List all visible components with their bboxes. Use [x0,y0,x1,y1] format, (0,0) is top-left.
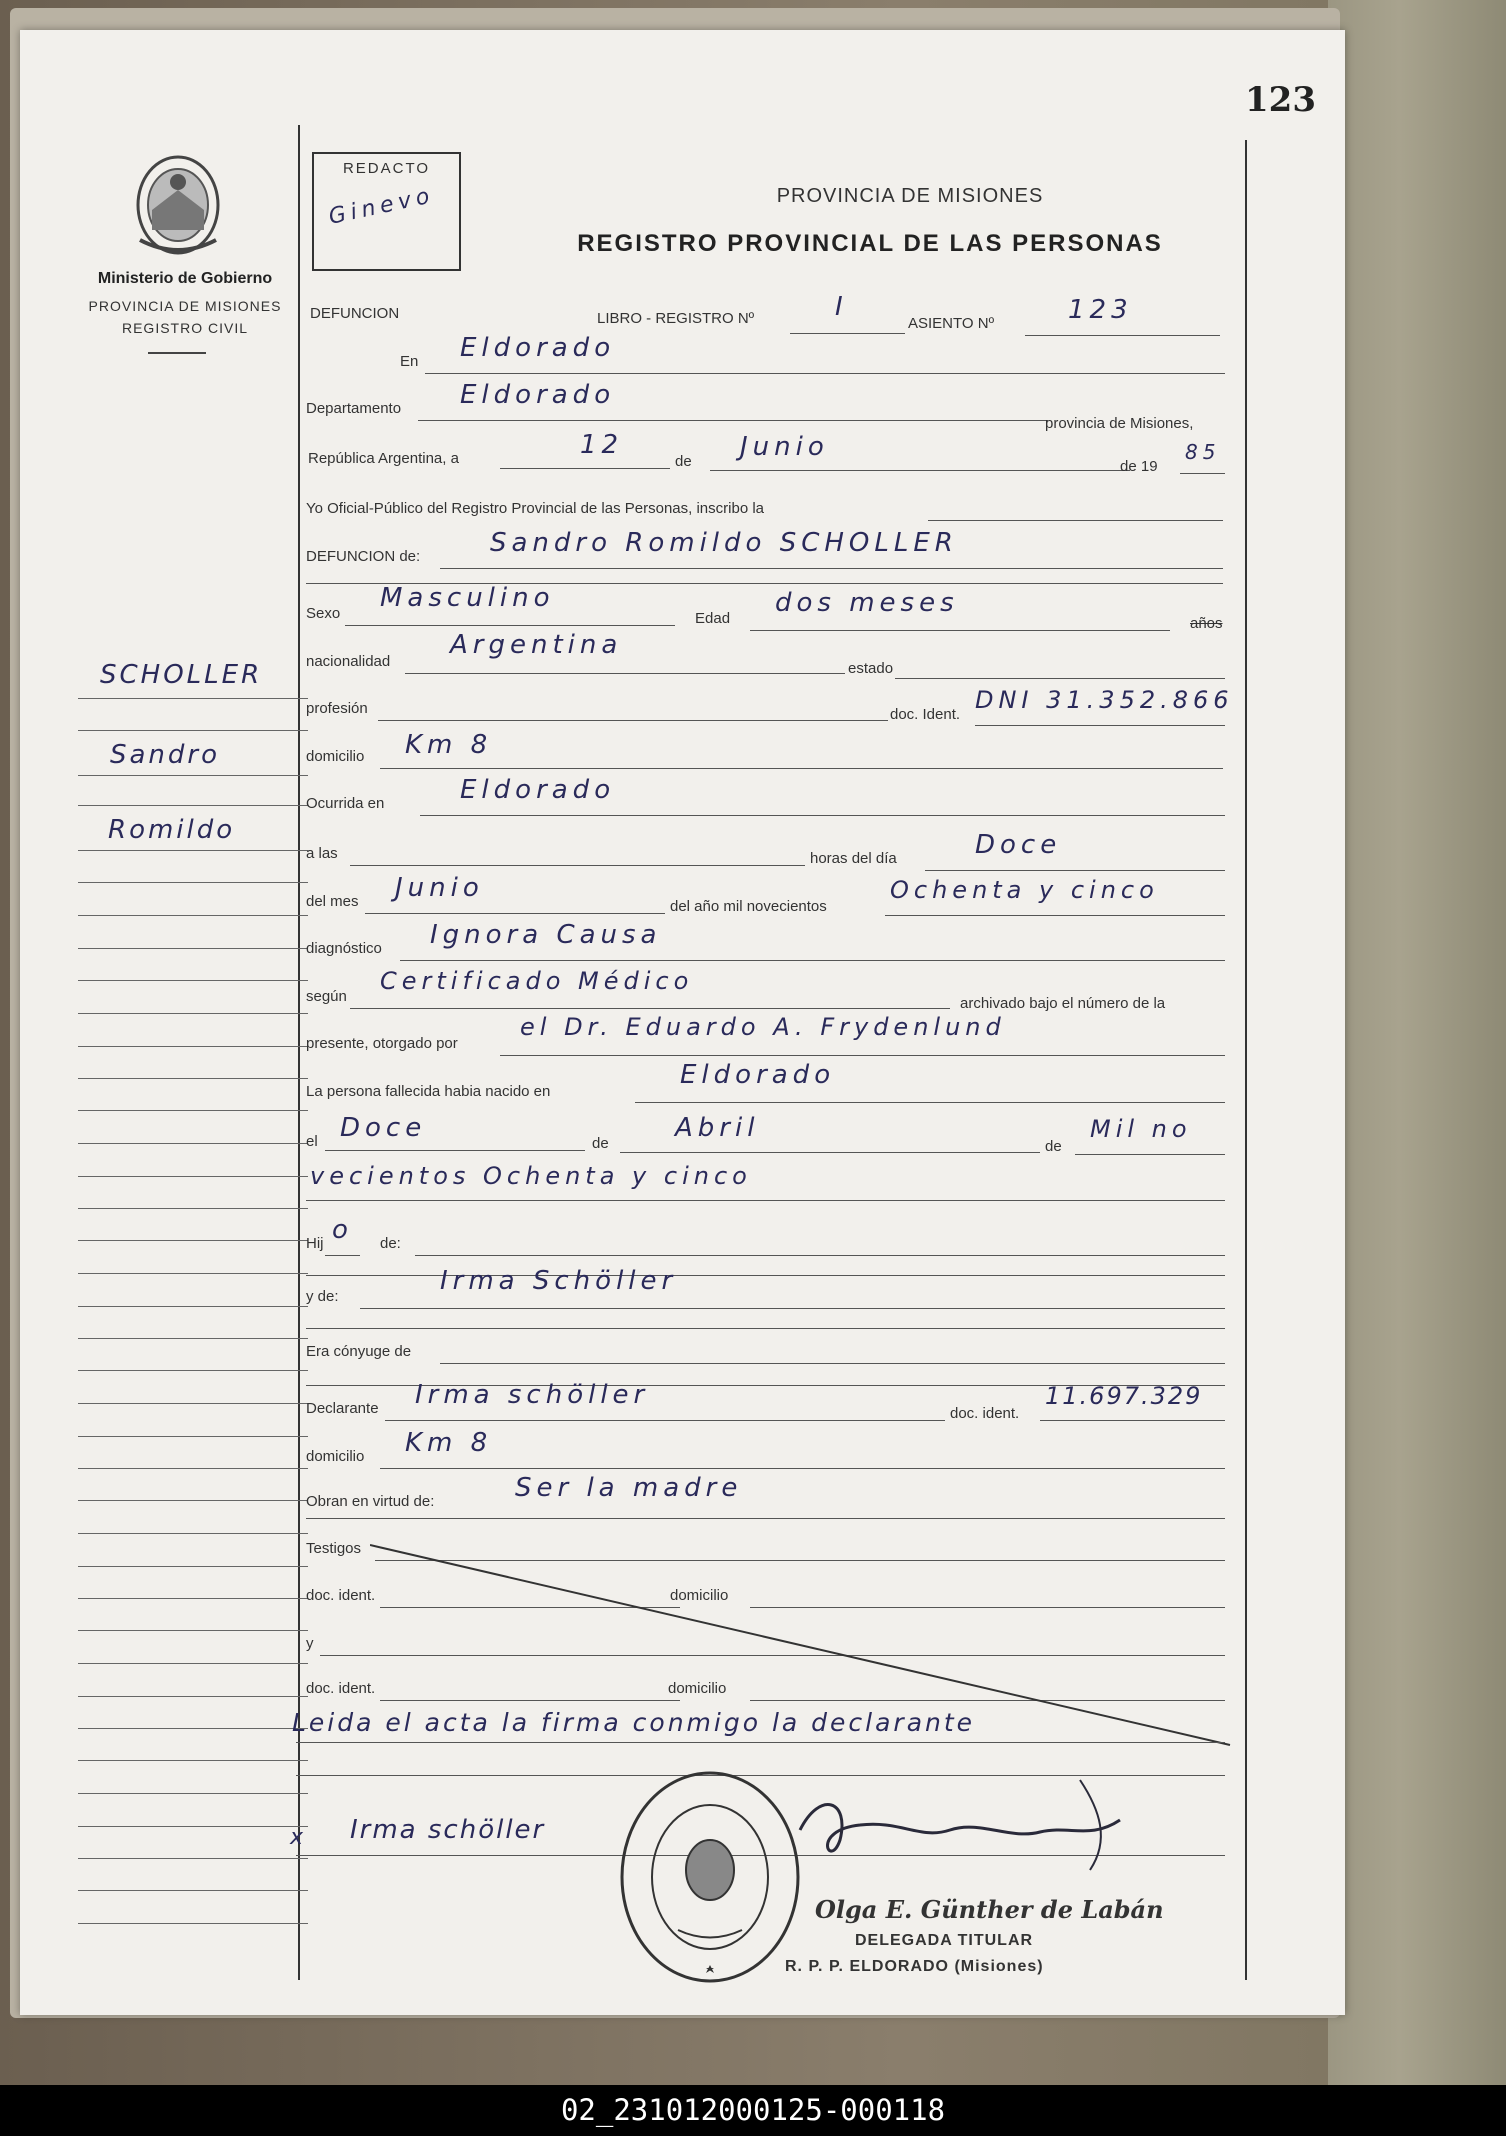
label-domicilio2: domicilio [306,1448,365,1465]
label-y: y [306,1635,314,1652]
divider [148,352,206,354]
label-libro: LIBRO - REGISTRO Nº [597,310,755,327]
x-mark: x [290,1825,309,1850]
value-dia: 12 [580,430,624,460]
value-nacido-en: Eldorado [680,1060,836,1090]
official-signature [780,1770,1140,1880]
label-defuncion-de: DEFUNCION de: [306,548,421,565]
ministry-province: PROVINCIA DE MISIONES [88,298,282,314]
value-doc: DNI 31.352.866 [975,686,1234,714]
label-asiento: ASIENTO Nº [908,315,995,332]
official-title: DELEGADA TITULAR [855,1932,1034,1949]
page-number: 123 [1245,80,1316,120]
ministry-registry: REGISTRO CIVIL [121,320,249,336]
label-domicilio4: domicilio [668,1680,727,1697]
value-domicilio: Km 8 [405,730,493,760]
label-domicilio: domicilio [306,748,365,765]
label-de-mes: de [675,453,692,470]
redacto-signature: Ginevo [326,183,437,230]
label-persona-fallecida: La persona fallecida habia nacido en [306,1083,551,1100]
label-doc-ident: doc. Ident. [890,706,961,723]
margin-surname: SCHOLLER [100,660,263,690]
margin-first-name: Sandro [110,740,221,770]
value-madre: Irma Schöller [440,1266,678,1296]
label-hij: Hij [306,1235,324,1252]
official-office: R. P. P. ELDORADO (Misiones) [785,1958,1044,1975]
label-en: En [400,353,419,370]
redacto-stamp [312,152,461,271]
value-departamento: Eldorado [460,380,616,410]
label-de19: de 19 [1120,458,1158,475]
book-edge [1328,0,1506,2085]
label-doc-ident4: doc. ident. [306,1680,376,1697]
document-page [20,30,1345,2015]
value-ocurrida: Eldorado [460,775,616,805]
label-obran: Obran en virtud de: [306,1493,435,1510]
redacto-label: REDACTO [342,160,431,177]
label-sexo: Sexo [306,605,341,622]
coat-of-arms-icon [130,150,226,260]
province-heading: PROVINCIA DE MISIONES [776,185,1044,207]
official-seal [618,1770,803,1985]
label-segun: según [306,988,347,1005]
image-id-caption: 02_231012000125-000118 [0,2085,1506,2136]
value-declarante: Irma schöller [415,1380,650,1410]
label-del-ano: del año mil novecientos [670,898,827,915]
declarant-signature: Irma schöller [350,1815,546,1845]
label-yo-oficial: Yo Oficial-Público del Registro Provincial de las Personas, inscribo la [306,500,764,517]
value-leida: Leida el acta la firma conmigo la declarante [292,1708,976,1737]
label-ocurrida: Ocurrida en [306,795,385,812]
value-del-mes: Junio [395,873,484,903]
value-otorgado: el Dr. Eduardo A. Frydenlund [520,1013,1006,1041]
label-doc-ident2: doc. ident. [950,1405,1020,1422]
label-doc-ident3: doc. ident. [306,1587,376,1604]
value-asiento: 123 [1068,295,1133,325]
registry-heading: REGISTRO PROVINCIAL DE LAS PERSONAS [577,230,1163,257]
label-testigos: Testigos [306,1540,362,1557]
value-sexo: Masculino [380,583,555,613]
value-nac-mes: Abril [675,1113,760,1143]
label-declarante: Declarante [306,1400,379,1417]
value-nombre: Sandro Romildo SCHOLLER [490,528,958,558]
label-archivado: archivado bajo el número de la [960,995,1166,1012]
ministry-title: Ministerio de Gobierno [97,270,273,287]
label-del-mes: del mes [306,893,359,910]
value-nacionalidad: Argentina [450,630,623,660]
label-anos: años [1190,615,1223,632]
label-hij-de: de: [380,1235,401,1252]
value-edad: dos meses [775,588,959,618]
value-decl-doc: 11.697.329 [1045,1382,1203,1410]
label-presente: presente, otorgado por [306,1035,458,1052]
value-nac-ano-2: vecientos Ochenta y cinco [310,1162,752,1190]
label-nacionalidad: nacionalidad [306,653,391,670]
label-edad: Edad [695,610,731,627]
label-horas: horas del día [810,850,897,867]
official-name: Olga E. Günther de Labán [815,1895,1164,1924]
label-republica: República Argentina, a [308,450,459,467]
value-hij: o [332,1215,353,1245]
value-obran: Ser la madre [515,1473,743,1503]
left-rule [298,125,300,1980]
value-decl-domicilio: Km 8 [405,1428,493,1458]
label-provincia: provincia de Misiones, [1045,415,1194,432]
value-ano-mil: Ochenta y cinco [890,876,1159,904]
value-horas-dia: Doce [975,830,1062,860]
value-ano: 85 [1185,440,1221,464]
label-el-de: de [592,1135,609,1152]
label-estado: estado [848,660,894,677]
value-segun: Certificado Médico [380,967,694,995]
value-en: Eldorado [460,333,616,363]
value-diagnostico: Ignora Causa [430,920,662,950]
value-libro: I [835,292,848,322]
label-diagnostico: diagnóstico [306,940,382,957]
label-el: el [306,1133,318,1150]
label-defuncion: DEFUNCION [310,305,400,322]
label-profesion: profesión [306,700,368,717]
margin-middle-name: Romildo [108,815,236,845]
value-nac-dia: Doce [340,1113,427,1143]
label-a-las: a las [306,845,338,862]
label-domicilio3: domicilio [670,1587,729,1604]
label-departamento: Departamento [306,400,402,417]
label-conyuge: Era cónyuge de [306,1343,412,1360]
value-nac-ano-1: Mil no [1090,1115,1192,1143]
label-y-de: y de: [306,1288,339,1305]
label-el-de2: de [1045,1138,1062,1155]
value-mes: Junio [740,432,829,462]
